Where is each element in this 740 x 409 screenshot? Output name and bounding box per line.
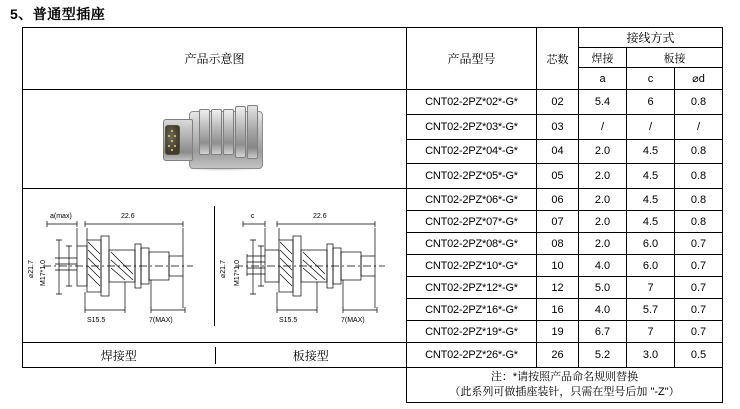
table-row [23, 189, 723, 211]
value-c-cell: / [627, 114, 675, 139]
value-a-cell: 5.0 [579, 277, 627, 299]
value-a-cell: 4.0 [579, 299, 627, 321]
solder-drawing-svg [25, 206, 211, 326]
header-sub-c: c [627, 68, 675, 90]
section-number: 5、 [10, 6, 33, 22]
connector-insert [165, 125, 180, 155]
header-sub-d: ⌀d [675, 68, 723, 90]
header-product-diagram: 产品示意图 [23, 28, 407, 90]
dim-s15-5: S15.5 [87, 316, 106, 324]
dim-s15-5: S15.5 [279, 316, 298, 324]
model-cell: CNT02-2PZ*06*-G* [407, 189, 537, 211]
drawings-cell [23, 189, 407, 343]
value-c-cell: 5.7 [627, 299, 675, 321]
board-drawing-svg [217, 206, 403, 326]
notes-cell [407, 368, 723, 403]
cores-cell: 16 [537, 299, 579, 321]
value-d-cell: 0.7 [675, 255, 723, 277]
value-d-cell: 0.8 [675, 211, 723, 233]
model-cell: CNT02-2PZ*12*-G* [407, 277, 537, 299]
value-d-cell: 0.7 [675, 299, 723, 321]
value-d-cell: 0.8 [675, 90, 723, 115]
header-solder: 焊接 [579, 48, 627, 68]
dim-7-max: 7(MAX) [341, 316, 365, 324]
model-cell: CNT02-2PZ*05*-G* [407, 164, 537, 189]
value-c-cell: 4.5 [627, 189, 675, 211]
cores-cell: 26 [537, 343, 579, 368]
value-c-cell: 3.0 [627, 343, 675, 368]
page-title [0, 0, 740, 27]
type-labels-cell [23, 343, 407, 368]
dim-m17: M17*1.0 [234, 259, 242, 286]
value-c-cell: 4.5 [627, 139, 675, 164]
dim-7-max: 7(MAX) [149, 316, 173, 324]
cores-cell: 08 [537, 233, 579, 255]
model-cell: CNT02-2PZ*08*-G* [407, 233, 537, 255]
value-a-cell: 2.0 [579, 189, 627, 211]
table-row [23, 368, 723, 403]
dim-22-6: 22.6 [313, 212, 327, 220]
connector-photo [155, 103, 275, 175]
cores-cell: 03 [537, 114, 579, 139]
model-cell: CNT02-2PZ*03*-G* [407, 114, 537, 139]
value-d-cell: 0.7 [675, 233, 723, 255]
connector-ring [247, 105, 258, 159]
product-photo-cell [23, 90, 407, 189]
note-line-2: （此系列可做插座装针，只需在型号后加 "-Z"） [449, 386, 680, 398]
model-cell: CNT02-2PZ*19*-G* [407, 321, 537, 343]
header-sub-a: a [579, 68, 627, 90]
value-a-cell: 2.0 [579, 211, 627, 233]
model-cell: CNT02-2PZ*16*-G* [407, 299, 537, 321]
header-wiring-method: 接线方式 [579, 28, 723, 48]
header-board: 板接 [627, 48, 723, 68]
note-line-1: 注：*请按照产品命名规则替换 [490, 371, 639, 383]
value-d-cell: / [675, 114, 723, 139]
product-spec-table [22, 27, 723, 403]
solder-drawing-pane [23, 206, 215, 326]
cores-cell: 07 [537, 211, 579, 233]
cores-cell: 19 [537, 321, 579, 343]
solder-type-drawing [23, 206, 214, 326]
value-d-cell: 0.8 [675, 164, 723, 189]
model-cell: CNT02-2PZ*07*-G* [407, 211, 537, 233]
cores-cell: 12 [537, 277, 579, 299]
connector-ring [211, 109, 222, 155]
dim-a-max: a(max) [50, 212, 73, 220]
value-d-cell: 0.7 [675, 277, 723, 299]
section-title-text: 普通型插座 [32, 6, 106, 22]
header-core-number: 芯数 [537, 28, 579, 90]
cores-cell: 06 [537, 189, 579, 211]
value-d-cell: 0.8 [675, 139, 723, 164]
value-d-cell: 0.8 [675, 189, 723, 211]
value-a-cell: 2.0 [579, 139, 627, 164]
table-row [23, 343, 723, 368]
value-a-cell: 5.2 [579, 343, 627, 368]
cores-cell: 10 [537, 255, 579, 277]
board-type-drawing [215, 206, 407, 326]
model-cell: CNT02-2PZ*10*-G* [407, 255, 537, 277]
value-a-cell: 2.0 [579, 164, 627, 189]
value-a-cell: 2.0 [579, 233, 627, 255]
cores-cell: 05 [537, 164, 579, 189]
header-product-model: 产品型号 [407, 28, 537, 90]
table-header-row-1 [23, 28, 723, 48]
value-c-cell: 6 [627, 90, 675, 115]
model-cell: CNT02-2PZ*02*-G* [407, 90, 537, 115]
value-c-cell: 4.5 [627, 211, 675, 233]
value-c-cell: 7 [627, 321, 675, 343]
value-a-cell: 4.0 [579, 255, 627, 277]
empty-cell [23, 368, 407, 403]
value-c-cell: 7 [627, 277, 675, 299]
connector-ring [235, 106, 246, 158]
cores-cell: 04 [537, 139, 579, 164]
dim-diameter-21-7: ⌀21.7 [28, 259, 36, 278]
board-drawing-pane [215, 206, 407, 326]
dim-m17: M17*1.0 [40, 259, 48, 286]
dim-c: c [251, 212, 255, 220]
model-cell: CNT02-2PZ*04*-G* [407, 139, 537, 164]
cores-cell: 02 [537, 90, 579, 115]
solder-type-label: 焊接型 [100, 348, 137, 363]
model-cell: CNT02-2PZ*26*-G* [407, 343, 537, 368]
value-d-cell: 0.7 [675, 321, 723, 343]
connector-ring [199, 109, 210, 155]
value-a-cell: 6.7 [579, 321, 627, 343]
board-type-label: 板接型 [215, 347, 407, 364]
table-row [23, 90, 723, 115]
value-c-cell: 6.0 [627, 233, 675, 255]
value-c-cell: 6.0 [627, 255, 675, 277]
dim-22-6: 22.6 [121, 212, 135, 220]
value-c-cell: 4.5 [627, 164, 675, 189]
value-a-cell: 5.4 [579, 90, 627, 115]
value-d-cell: 0.5 [675, 343, 723, 368]
value-a-cell: / [579, 114, 627, 139]
connector-ring [223, 109, 234, 155]
dim-diameter-21-7: ⌀21.7 [220, 259, 228, 278]
